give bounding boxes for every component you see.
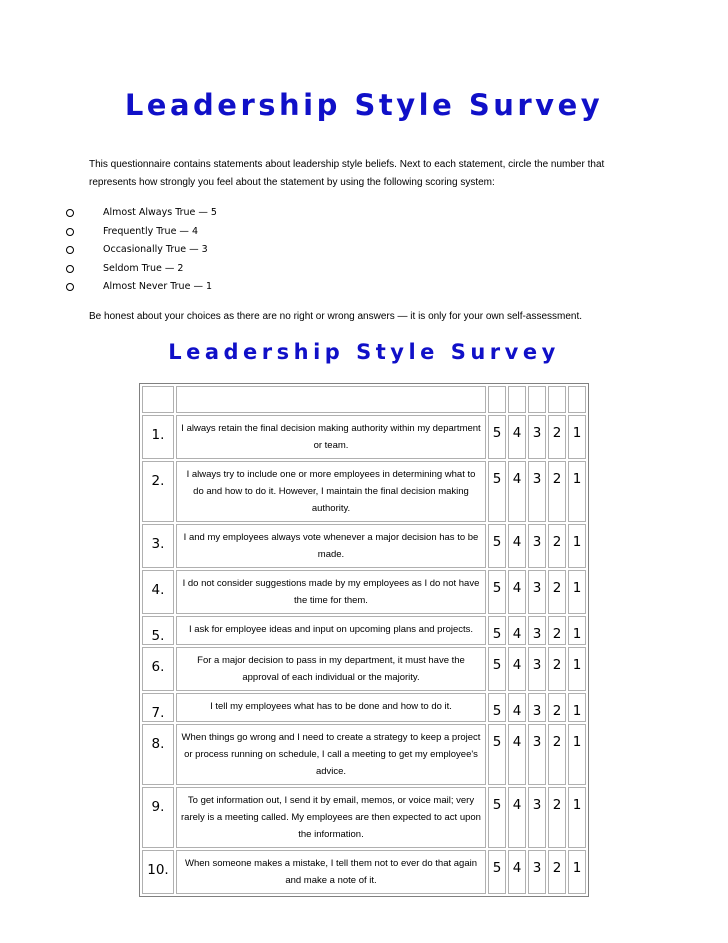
circle-bullet-icon: [66, 283, 74, 291]
score-option[interactable]: 3: [528, 415, 546, 459]
score-option[interactable]: 4: [508, 724, 526, 785]
table-row: [142, 693, 586, 722]
table-row: [142, 415, 586, 459]
header-cell: [488, 386, 506, 413]
score-option[interactable]: 5: [488, 787, 506, 848]
score-option[interactable]: 5: [488, 524, 506, 568]
header-cell: [176, 386, 486, 413]
scale-item: [0, 260, 217, 279]
score-option[interactable]: 3: [528, 616, 546, 645]
score-option[interactable]: 3: [528, 570, 546, 614]
score-option[interactable]: 5: [488, 724, 506, 785]
statement-number: 9.: [142, 787, 174, 848]
circle-bullet-icon: [66, 265, 74, 273]
score-option[interactable]: 2: [548, 415, 566, 459]
statement-text: I always retain the final decision making authority within my department or team.: [176, 415, 486, 459]
score-option[interactable]: 4: [508, 415, 526, 459]
score-option[interactable]: 1: [568, 415, 586, 459]
score-option[interactable]: 1: [568, 850, 586, 894]
score-option[interactable]: 1: [568, 693, 586, 722]
header-cell: [528, 386, 546, 413]
score-option[interactable]: 1: [568, 787, 586, 848]
scale-item-label: Almost Never True — 1: [103, 281, 213, 292]
score-option[interactable]: 3: [528, 693, 546, 722]
circle-bullet-icon: [66, 209, 74, 217]
header-cell: [568, 386, 586, 413]
score-option[interactable]: 5: [488, 461, 506, 522]
score-option[interactable]: 3: [528, 461, 546, 522]
score-option[interactable]: 4: [508, 850, 526, 894]
score-option[interactable]: 2: [548, 787, 566, 848]
score-option[interactable]: 5: [488, 570, 506, 614]
score-option[interactable]: 1: [568, 647, 586, 691]
scale-item-label: Almost Always True — 5: [103, 207, 217, 218]
score-option[interactable]: 2: [548, 570, 566, 614]
table-row: [142, 850, 586, 894]
table-row: [142, 524, 586, 568]
survey-title: [0, 340, 728, 364]
statement-text: I ask for employee ideas and input on upcoming plans and projects.: [176, 616, 486, 645]
scale-item: [0, 241, 217, 260]
score-option[interactable]: 3: [528, 524, 546, 568]
score-option[interactable]: 4: [508, 787, 526, 848]
score-option[interactable]: 5: [488, 415, 506, 459]
statement-number: 2.: [142, 461, 174, 522]
score-option[interactable]: 5: [488, 693, 506, 722]
statement-number: 5.: [142, 616, 174, 645]
score-option[interactable]: 2: [548, 647, 566, 691]
scoring-scale-list: [0, 204, 217, 297]
statement-text: To get information out, I send it by email, memos, or voice mail; very rarely is a meeting called. My employees are then expected to act upon the information.: [176, 787, 486, 848]
intro-paragraph: This questionnaire contains statements about leadership style beliefs. Next to each statement, circle the number that represents how strongly you feel about the statement by using the following scoring system:: [89, 159, 605, 188]
statement-text: I and my employees always vote whenever a major decision has to be made.: [176, 524, 486, 568]
circle-bullet-icon: [66, 228, 74, 236]
header-cell: [142, 386, 174, 413]
scale-item: [0, 223, 217, 242]
statement-number: 3.: [142, 524, 174, 568]
statement-number: 10.: [142, 850, 174, 894]
score-option[interactable]: 1: [568, 524, 586, 568]
score-option[interactable]: 4: [508, 461, 526, 522]
score-option[interactable]: 3: [528, 647, 546, 691]
statement-text: I always try to include one or more employees in determining what to do and how to do it. However, I maintain the final decision making authority.: [176, 461, 486, 522]
score-option[interactable]: 4: [508, 616, 526, 645]
score-option[interactable]: 1: [568, 616, 586, 645]
score-option[interactable]: 2: [548, 693, 566, 722]
score-option[interactable]: 1: [568, 461, 586, 522]
score-option[interactable]: 4: [508, 647, 526, 691]
score-option[interactable]: 4: [508, 693, 526, 722]
score-option[interactable]: 1: [568, 724, 586, 785]
table-row: [142, 787, 586, 848]
score-option[interactable]: 2: [548, 850, 566, 894]
header-row: [142, 386, 586, 413]
statement-text: When things go wrong and I need to create a strategy to keep a project or process running on schedule, I call a meeting to get my employee's advice.: [176, 724, 486, 785]
score-option[interactable]: 4: [508, 524, 526, 568]
scale-item-label: Occasionally True — 3: [103, 244, 208, 255]
statement-number: 6.: [142, 647, 174, 691]
score-option[interactable]: 1: [568, 570, 586, 614]
table-row: [142, 570, 586, 614]
table-row: [142, 724, 586, 785]
score-option[interactable]: 2: [548, 524, 566, 568]
table-row: [142, 461, 586, 522]
statement-number: 1.: [142, 415, 174, 459]
statement-text: I do not consider suggestions made by my employees as I do not have the time for them.: [176, 570, 486, 614]
statement-number: 8.: [142, 724, 174, 785]
statement-text: I tell my employees what has to be done and how to do it.: [176, 693, 486, 722]
survey-title-text: Leadership Style Survey: [168, 340, 560, 364]
table-row: [142, 647, 586, 691]
honesty-note: Be honest about your choices as there are no right or wrong answers — it is only for your own self-assessment.: [89, 311, 583, 322]
score-option[interactable]: 5: [488, 616, 506, 645]
score-option[interactable]: 4: [508, 570, 526, 614]
statement-text: When someone makes a mistake, I tell them not to ever do that again and make a note of it.: [176, 850, 486, 894]
statement-number: 7.: [142, 693, 174, 722]
scale-item: [0, 204, 217, 223]
header-cell: [508, 386, 526, 413]
statement-text: For a major decision to pass in my department, it must have the approval of each individual or the majority.: [176, 647, 486, 691]
page-title: Leadership Style Survey: [124, 88, 604, 122]
table-row: [142, 616, 586, 645]
survey-table: [139, 383, 589, 897]
score-option[interactable]: 3: [528, 724, 546, 785]
score-option[interactable]: 5: [488, 647, 506, 691]
statement-number: 4.: [142, 570, 174, 614]
score-option[interactable]: 2: [548, 616, 566, 645]
score-option[interactable]: 2: [548, 724, 566, 785]
score-option[interactable]: 3: [528, 850, 546, 894]
score-option[interactable]: 2: [548, 461, 566, 522]
score-option[interactable]: 3: [528, 787, 546, 848]
scale-item: [0, 278, 217, 297]
score-option[interactable]: 5: [488, 850, 506, 894]
circle-bullet-icon: [66, 246, 74, 254]
header-cell: [548, 386, 566, 413]
scale-item-label: Frequently True — 4: [103, 225, 198, 237]
scale-item-label: Seldom True — 2: [103, 262, 184, 274]
